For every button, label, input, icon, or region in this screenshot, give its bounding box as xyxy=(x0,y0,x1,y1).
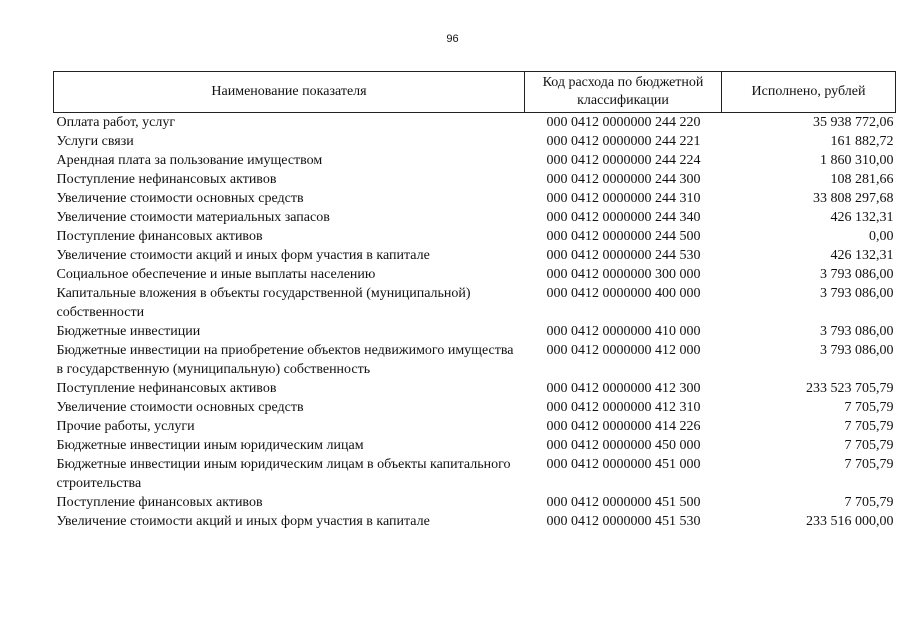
table-row xyxy=(54,113,896,133)
table-row xyxy=(54,265,896,284)
indicator-name-cell: Увеличение стоимости основных средств xyxy=(56,400,304,415)
indicator-name-cell: Арендная плата за пользование имуществом xyxy=(56,153,323,168)
indicator-name-cell: Поступление финансовых активов xyxy=(56,495,263,510)
budget-execution-table xyxy=(53,71,896,531)
expense-code-cell: 000 0412 0000000 412 310 xyxy=(546,400,701,415)
expense-code-cell: 000 0412 0000000 400 000 xyxy=(546,286,701,301)
executed-amount-cell: 1 860 310,00 xyxy=(820,153,894,168)
executed-amount-cell: 7 705,79 xyxy=(844,438,894,453)
table-row xyxy=(54,493,896,512)
expense-code-cell: 000 0412 0000000 244 310 xyxy=(546,191,701,206)
expense-code-cell: 000 0412 0000000 451 530 xyxy=(546,514,701,529)
table-row xyxy=(54,246,896,265)
indicator-name-cell: Увеличение стоимости основных средств xyxy=(56,191,304,206)
indicator-name-cell: Бюджетные инвестиции xyxy=(56,324,201,339)
indicator-name-cell: Бюджетные инвестиции иным юридическим лицам xyxy=(56,438,364,453)
indicator-name-cell: Бюджетные инвестиции на приобретение объектов недвижимого имущества в государственную (муниципальную) собственность xyxy=(56,343,514,377)
indicator-name-cell: Прочие работы, услуги xyxy=(56,419,195,434)
expense-code-cell: 000 0412 0000000 244 300 xyxy=(546,172,701,187)
executed-amount-cell: 0,00 xyxy=(869,229,894,244)
indicator-name-cell: Услуги связи xyxy=(56,134,134,149)
indicator-name-cell: Поступление финансовых активов xyxy=(56,229,263,244)
table-header xyxy=(54,72,896,113)
header-expense-code: Код расхода по бюджетной классификации xyxy=(525,72,722,113)
header-indicator-name: Наименование показателя xyxy=(54,72,525,113)
executed-amount-cell: 426 132,31 xyxy=(830,210,894,225)
expense-code-cell: 000 0412 0000000 450 000 xyxy=(546,438,701,453)
expense-code-cell: 000 0412 0000000 412 000 xyxy=(546,343,701,358)
expense-code-cell: 000 0412 0000000 414 226 xyxy=(546,419,701,434)
table-row xyxy=(54,398,896,417)
table-row xyxy=(54,417,896,436)
table-row xyxy=(54,284,896,322)
indicator-name-cell: Поступление нефинансовых активов xyxy=(56,172,277,187)
expense-code-cell: 000 0412 0000000 244 500 xyxy=(546,229,701,244)
executed-amount-cell: 161 882,72 xyxy=(830,134,894,149)
table-row xyxy=(54,227,896,246)
executed-amount-cell: 233 523 705,79 xyxy=(806,381,894,396)
expense-code-cell: 000 0412 0000000 410 000 xyxy=(546,324,701,339)
table-row xyxy=(54,151,896,170)
expense-code-cell: 000 0412 0000000 451 500 xyxy=(546,495,701,510)
expense-code-cell: 000 0412 0000000 300 000 xyxy=(546,267,701,282)
indicator-name-cell: Поступление нефинансовых активов xyxy=(56,381,277,396)
table-row xyxy=(54,208,896,227)
expense-code-cell: 000 0412 0000000 244 224 xyxy=(546,153,701,168)
expense-code-cell: 000 0412 0000000 451 000 xyxy=(546,457,701,472)
page-number: 96 xyxy=(446,33,459,45)
indicator-name-cell: Социальное обеспечение и иные выплаты населению xyxy=(56,267,376,282)
table-row xyxy=(54,512,896,531)
expense-code-cell: 000 0412 0000000 244 221 xyxy=(546,134,701,149)
executed-amount-cell: 426 132,31 xyxy=(830,248,894,263)
executed-amount-cell: 7 705,79 xyxy=(844,457,894,472)
executed-amount-cell: 35 938 772,06 xyxy=(813,115,894,130)
expense-code-cell: 000 0412 0000000 244 220 xyxy=(546,115,701,130)
table-row xyxy=(54,455,896,493)
executed-amount-cell: 7 705,79 xyxy=(844,419,894,434)
header-row xyxy=(54,72,896,113)
expense-code-cell: 000 0412 0000000 412 300 xyxy=(546,381,701,396)
executed-amount-cell: 7 705,79 xyxy=(844,495,894,510)
table-row xyxy=(54,341,896,379)
executed-amount-cell: 3 793 086,00 xyxy=(820,343,894,358)
indicator-name-cell: Увеличение стоимости акций и иных форм участия в капитале xyxy=(56,514,430,529)
indicator-name-cell: Увеличение стоимости акций и иных форм участия в капитале xyxy=(56,248,430,263)
table-row xyxy=(54,170,896,189)
table-row xyxy=(54,189,896,208)
indicator-name-cell: Увеличение стоимости материальных запасов xyxy=(56,210,330,225)
executed-amount-cell: 233 516 000,00 xyxy=(806,514,894,529)
table-body xyxy=(54,113,896,532)
executed-amount-cell: 108 281,66 xyxy=(830,172,894,187)
executed-amount-cell: 3 793 086,00 xyxy=(820,324,894,339)
expense-code-cell: 000 0412 0000000 244 530 xyxy=(546,248,701,263)
indicator-name-cell: Капитальные вложения в объекты государственной (муниципальной) собственности xyxy=(56,286,471,320)
indicator-name-cell: Оплата работ, услуг xyxy=(56,115,176,130)
executed-amount-cell: 7 705,79 xyxy=(844,400,894,415)
header-executed-amount: Исполнено, рублей xyxy=(722,72,896,113)
executed-amount-cell: 3 793 086,00 xyxy=(820,286,894,301)
table-row xyxy=(54,379,896,398)
table-row xyxy=(54,132,896,151)
indicator-name-cell: Бюджетные инвестиции иным юридическим лицам в объекты капитального строительства xyxy=(56,457,511,491)
expense-code-cell: 000 0412 0000000 244 340 xyxy=(546,210,701,225)
executed-amount-cell: 33 808 297,68 xyxy=(813,191,894,206)
table-row xyxy=(54,322,896,341)
executed-amount-cell: 3 793 086,00 xyxy=(820,267,894,282)
table-row xyxy=(54,436,896,455)
